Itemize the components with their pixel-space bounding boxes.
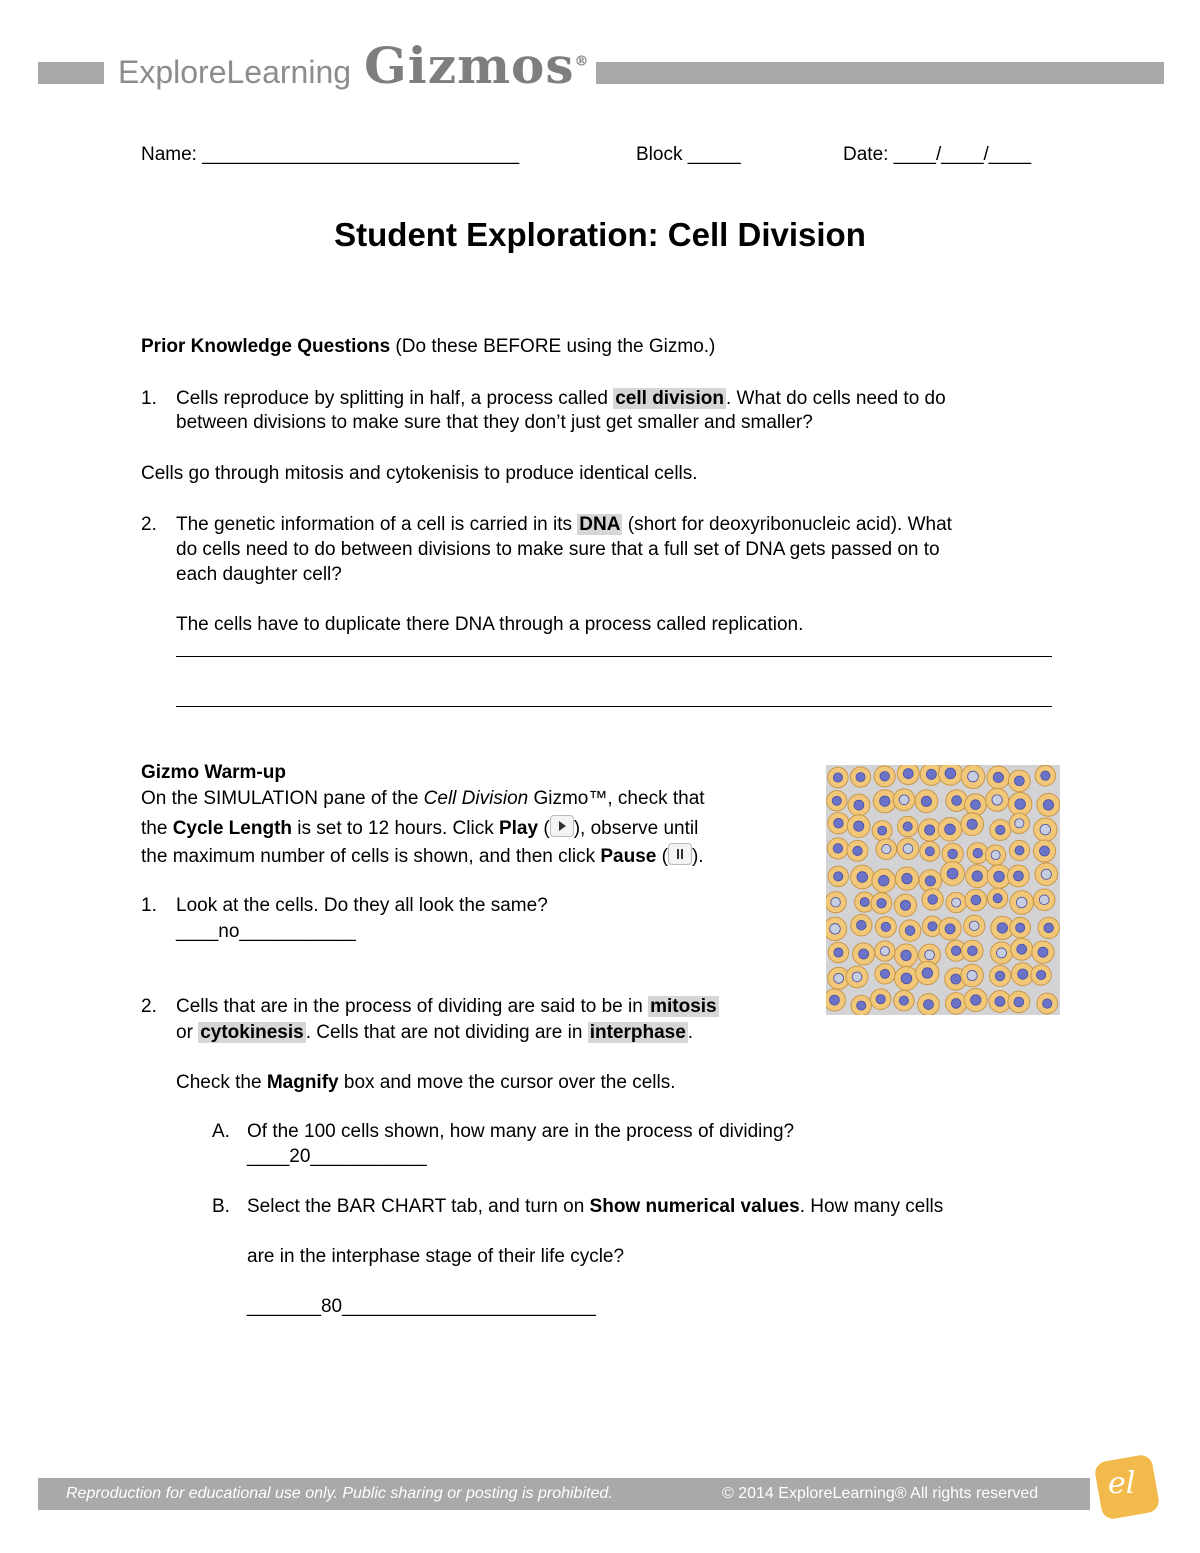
sub-a-answer[interactable]: ____20___________ <box>247 1146 427 1167</box>
warmup-line1: On the SIMULATION pane of the Cell Division Gizmo™, check that <box>141 788 705 809</box>
cell-nucleus <box>834 818 844 828</box>
cell-nucleus <box>880 796 890 806</box>
q2-answer[interactable]: The cells have to duplicate there DNA through a process called replication. <box>176 614 804 635</box>
cell-nucleus <box>880 946 889 955</box>
cell-nucleus <box>945 768 956 779</box>
cell-nucleus <box>899 795 909 805</box>
date-field[interactable]: Date: ____/____/____ <box>843 144 1032 165</box>
answer-line-1[interactable] <box>176 656 1052 657</box>
cell-nucleus <box>948 849 958 859</box>
q2-number: 2. <box>141 514 157 535</box>
cell-nucleus <box>1043 800 1053 810</box>
cell-nucleus <box>951 946 960 955</box>
sub-b-answer[interactable]: _______80________________________ <box>247 1296 596 1317</box>
warmup-q1-text: Look at the cells. Do they all look the same? <box>176 895 548 916</box>
cell-nucleus <box>928 895 938 905</box>
pause-icon <box>668 843 692 865</box>
warmup-q2-text-line2: or cytokinesis . Cells that are not dividing are in interphase . <box>176 1022 694 1043</box>
cell-nucleus <box>926 769 936 779</box>
cell-nucleus <box>1015 799 1026 810</box>
cell-nucleus <box>991 850 1000 859</box>
cell-nucleus <box>856 772 865 781</box>
prior-heading: Prior Knowledge Questions (Do these BEFORE using the Gizmo.) <box>141 336 716 357</box>
cell-nucleus <box>905 926 915 936</box>
cell-nucleus <box>899 996 908 1005</box>
cell-nucleus <box>880 772 890 782</box>
cell-nucleus <box>1014 997 1024 1007</box>
cell-nucleus <box>993 772 1003 782</box>
cell-nucleus <box>901 973 912 984</box>
cell-nucleus <box>1041 771 1050 780</box>
cell-nucleus <box>852 972 862 982</box>
cell-nucleus <box>967 819 977 829</box>
cell-nucleus <box>973 848 982 857</box>
cell-nucleus <box>834 948 843 957</box>
q1-text: Cells reproduce by splitting in half, a process called cell division . What do cells need to do <box>176 388 946 409</box>
cell-nucleus <box>1040 824 1051 835</box>
cell-nucleus <box>922 968 933 979</box>
cell-nucleus <box>854 800 864 810</box>
cell-nucleus <box>995 997 1005 1007</box>
q1-text-line2: between divisions to make sure that they don’t just get smaller and smaller? <box>176 412 813 433</box>
cell-nucleus <box>925 876 935 886</box>
cell-nucleus <box>834 872 843 881</box>
q1-number: 1. <box>141 388 157 409</box>
answer-line-2[interactable] <box>176 706 1052 707</box>
cells-svg <box>826 765 1060 1015</box>
cell-nucleus <box>993 894 1002 903</box>
footer-disclaimer: Reproduction for educational use only. Public sharing or posting is prohibited. <box>66 1485 613 1502</box>
cell-nucleus <box>1015 846 1024 855</box>
q2-text-line2: do cells need to do between divisions to make sure that a full set of DNA gets passed on to <box>176 539 940 560</box>
cell-nucleus <box>925 950 935 960</box>
cell-nucleus <box>902 873 912 883</box>
cell-nucleus <box>952 796 962 806</box>
footer-copyright: © 2014 ExploreLearning® All rights reserved <box>722 1485 1039 1502</box>
q1-answer[interactable]: Cells go through mitosis and cytokenisis to produce identical cells. <box>141 463 698 484</box>
cell-nucleus <box>921 796 931 806</box>
cell-nucleus <box>903 822 912 831</box>
cell-nucleus <box>945 924 955 934</box>
cell-nucleus <box>903 844 913 854</box>
cell-nucleus <box>901 950 911 960</box>
cell-nucleus <box>856 920 866 930</box>
cell-nucleus <box>969 921 979 931</box>
cell-nucleus <box>832 796 841 805</box>
cell-nucleus <box>997 923 1007 933</box>
brand-name: ExploreLearning <box>118 54 352 90</box>
page-title: Student Exploration: Cell Division <box>334 216 866 253</box>
warmup-line2: the Cycle Length is set to 12 hours. Click Play ( ), observe until <box>141 815 698 840</box>
cell-nucleus <box>1018 969 1028 979</box>
cell-nucleus <box>925 847 934 856</box>
cell-nucleus <box>1041 869 1051 879</box>
cell-nucleus <box>833 773 842 782</box>
cell-nucleus <box>925 825 935 835</box>
cell-nucleus <box>900 900 910 910</box>
cell-nucleus <box>947 868 958 879</box>
warmup-q1-answer[interactable]: ____no___________ <box>176 921 356 942</box>
cell-nucleus <box>968 946 978 956</box>
cell-nucleus <box>1040 846 1050 856</box>
sub-a-text: Of the 100 cells shown, how many are in the process of dividing? <box>247 1121 795 1142</box>
warmup-q1-number: 1. <box>141 895 157 916</box>
cell-nucleus <box>994 871 1005 882</box>
header-bar-right <box>596 62 1164 84</box>
brand-gizmos: Gizmos® <box>364 36 590 95</box>
cell-nucleus <box>859 949 869 959</box>
warmup-heading: Gizmo Warm-up <box>141 762 286 783</box>
cell-nucleus <box>995 971 1005 981</box>
cell-nucleus <box>834 973 844 983</box>
cell-nucleus <box>903 769 913 779</box>
cell-nucleus <box>880 969 889 978</box>
q2-text-line3: each daughter cell? <box>176 564 342 585</box>
cell-nucleus <box>877 899 886 908</box>
cell-nucleus <box>1016 923 1025 932</box>
cell-nucleus <box>857 872 868 883</box>
name-field[interactable]: Name: ______________________________ <box>141 144 520 165</box>
cell-nucleus <box>952 898 961 907</box>
cell-nucleus <box>971 995 981 1005</box>
warmup-q2-text: Cells that are in the process of dividing are said to be in mitosis <box>176 996 717 1017</box>
cell-nucleus <box>951 974 961 984</box>
sub-b-letter: B. <box>212 1196 230 1217</box>
sub-a-letter: A. <box>212 1121 230 1142</box>
cell-nucleus <box>967 970 977 980</box>
cell-nucleus <box>1039 895 1049 905</box>
cell-nucleus <box>928 922 937 931</box>
cell-nucleus <box>833 844 843 854</box>
block-field[interactable]: Block _____ <box>636 144 741 165</box>
cell-nucleus <box>1016 897 1027 908</box>
cell-nucleus <box>992 795 1002 805</box>
cell-nucleus <box>881 922 890 931</box>
cell-nucleus <box>1038 947 1048 957</box>
cell-nucleus <box>972 871 982 881</box>
play-icon <box>550 815 574 837</box>
cell-nucleus <box>878 826 887 835</box>
cell-nucleus <box>882 844 891 853</box>
cells-simulation-image <box>826 765 1060 1015</box>
logo-text: el <box>1108 1466 1136 1501</box>
cell-nucleus <box>830 995 840 1005</box>
cell-nucleus <box>1014 776 1024 786</box>
cell-nucleus <box>860 898 869 907</box>
cell-nucleus <box>971 895 981 905</box>
cell-nucleus <box>968 771 979 782</box>
cell-nucleus <box>971 800 981 810</box>
cell-nucleus <box>830 924 841 935</box>
cell-nucleus <box>1043 999 1052 1008</box>
cell-nucleus <box>1044 923 1054 933</box>
cell-nucleus <box>878 875 889 886</box>
cell-nucleus <box>853 846 862 855</box>
sub-b-text: Select the BAR CHART tab, and turn on Show numerical values. How many cells <box>247 1196 944 1217</box>
magnify-instruction: Check the Magnify box and move the cursor over the cells. <box>176 1072 676 1093</box>
cell-nucleus <box>857 1001 866 1010</box>
cell-nucleus <box>1015 819 1024 828</box>
cell-nucleus <box>924 1000 934 1010</box>
q2-text: The genetic information of a cell is carried in its DNA (short for deoxyribonucleic acid). What <box>176 514 952 535</box>
cell-nucleus <box>945 824 956 835</box>
cell-nucleus <box>996 825 1005 834</box>
cell-nucleus <box>997 948 1007 958</box>
cell-nucleus <box>951 999 961 1009</box>
warmup-q2-number: 2. <box>141 996 157 1017</box>
cell-nucleus <box>876 995 885 1004</box>
warmup-line3: the maximum number of cells is shown, and then click Pause ( ). <box>141 843 704 868</box>
cell-nucleus <box>831 897 841 907</box>
cell-nucleus <box>1017 944 1027 954</box>
cell-nucleus <box>1013 871 1023 881</box>
header-bar-left <box>38 62 104 84</box>
cell-nucleus <box>1036 970 1045 979</box>
cell-nucleus <box>854 821 864 831</box>
sub-b-text-line2: are in the interphase stage of their life cycle? <box>247 1246 625 1267</box>
